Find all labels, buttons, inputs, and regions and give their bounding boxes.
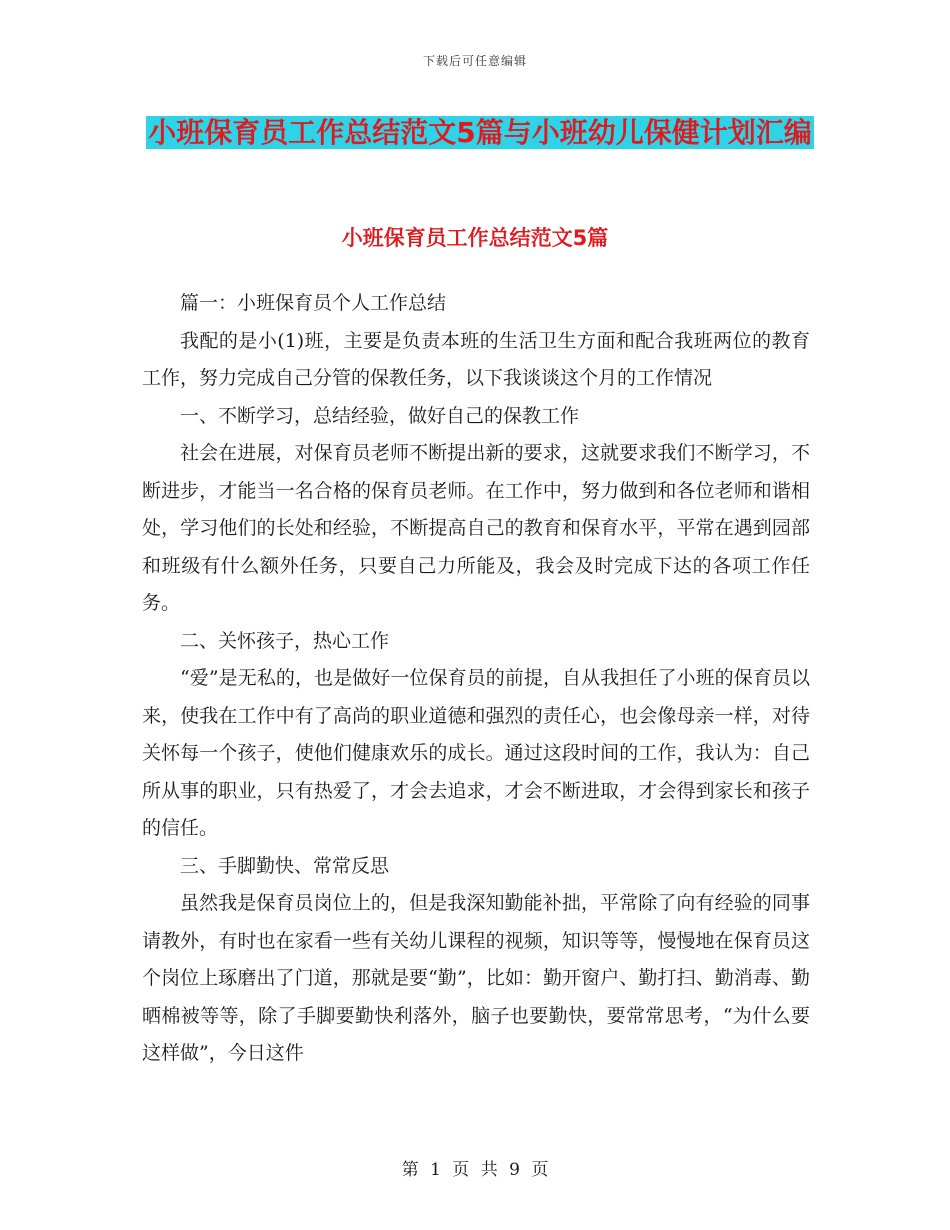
paragraph: 我配的是小(1)班，主要是负责本班的生活卫生方面和配合我班两位的教育工作，努力完成自己分管的保教任务，以下我谈谈这个月的工作情况: [142, 329, 810, 389]
paragraph: “爱”是无私的，也是做好一位保育员的前提，自从我担任了小班的保育员以来，使我在工作中有了高尚的职业道德和强烈的责任心，也会像母亲一样，对待关怀每一个孩子，使他们健康欢乐的成长。通过这段时间的工作，我认为：自己所从事的职业，只有热爱了，才会去追求，才会不断进取，才会得到家长和孩子的信任。: [142, 667, 810, 839]
section-heading-3: 三、手脚勤快、常常反思: [180, 854, 390, 877]
section-heading-2: 二、关怀孩子，热心工作: [180, 629, 390, 652]
page-number: 第 1 页 共 9 页: [401, 1160, 549, 1180]
header-note: 下载后可任意编辑: [422, 54, 527, 68]
section-title: 小班保育员工作总结范文5篇: [341, 226, 609, 250]
document-title-text: 小班保育员工作总结范文5篇与小班幼儿保健计划汇编: [148, 116, 812, 149]
paragraph-heading-1: 篇一：小班保育员个人工作总结: [180, 292, 447, 314]
document-title: [140, 110, 820, 156]
section-heading-1: 一、不断学习，总结经验，做好自己的保教工作: [180, 404, 580, 427]
paragraph: 虽然我是保育员岗位上的，但是我深知勤能补拙，平常除了向有经验的同事请教外，有时也在家看一些有关幼儿课程的视频，知识等等，慢慢地在保育员这个岗位上琢磨出了门道，那就是要“勤”，比如：勤开窗户、勤打扫、勤消毒、勤晒棉被等等，除了手脚要勤快利落外，脑子也要勤快，要常常思考，“为什么要这样做”，今日这件: [142, 892, 810, 1064]
paragraph: 社会在进展，对保育员老师不断提出新的要求，这就要求我们不断学习，不断进步，才能当一名合格的保育员老师。在工作中，努力做到和各位老师和谐相处，学习他们的长处和经验，不断提高自己的教育和保育水平，平常在遇到园部和班级有什么额外任务，只要自己力所能及，我会及时完成下达的各项工作任务。: [142, 442, 810, 614]
document-body: [142, 285, 810, 1073]
